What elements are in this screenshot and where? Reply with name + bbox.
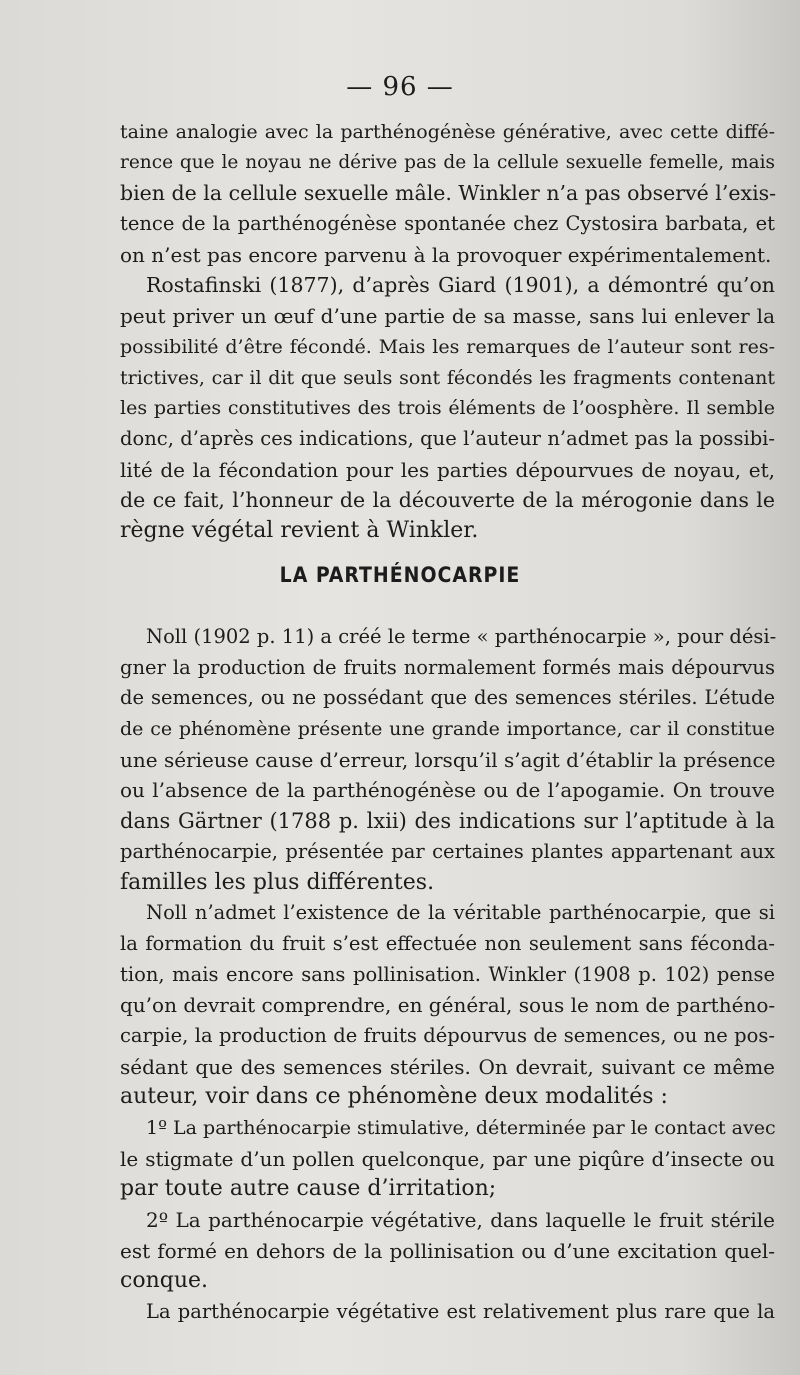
text-line: qu’on devrait comprendre, en général, sous le nom de parthéno- — [120, 993, 776, 1018]
text-line: par toute autre cause d’irritation; — [120, 1176, 497, 1202]
text-line: la formation du fruit s’est effectuée non seulement sans féconda- — [120, 931, 775, 955]
text-line: tion, mais encore sans pollinisation. Winkler (1908 p. 102) pense — [120, 962, 775, 986]
text-line: ou l’absence de la parthénogénèse ou de l’apogamie. On trouve — [120, 778, 775, 803]
text-line: une sérieuse cause d’erreur, lorsqu’il s’agit d’établir la présence — [120, 747, 776, 772]
text-line: bien de la cellule sexuelle mâle. Winkler n’a pas observé l’exis- — [120, 181, 777, 206]
text-line: est formé en dehors de la pollinisation ou d’une excitation quel- — [120, 1238, 775, 1263]
text-line: on n’est pas encore parvenu à la provoquer expérimentalement. — [120, 242, 772, 267]
text-line: le stigmate d’un pollen quelconque, par une piqûre d’insecte ou — [120, 1146, 775, 1171]
text-line: rence que le noyau ne dérive pas de la cellule sexuelle femelle, mais — [120, 151, 775, 173]
text-line: tence de la parthénogénèse spontanée chez Cystosira barbata, et — [120, 212, 775, 236]
text-line: les parties constitutives des trois éléments de l’oosphère. Il semble — [120, 397, 775, 420]
text-line: dans Gärtner (1788 p. lxii) des indications sur l’aptitude à la — [120, 809, 775, 834]
text-line: de semences, ou ne possédant que des semences stériles. L’étude — [120, 686, 775, 710]
text-line: de ce phénomène présente une grande importance, car il constitue — [120, 718, 775, 741]
text-line: conque. — [120, 1268, 208, 1294]
text-line: parthénocarpie, présentée par certaines plantes appartenant aux — [120, 839, 775, 863]
text-line: donc, d’après ces indications, que l’auteur n’admet pas la possibi- — [120, 426, 775, 450]
text-line: peut priver un œuf d’une partie de sa masse, sans lui enlever la — [120, 304, 775, 329]
text-line: Rostafinski (1877), d’après Giard (1901), a démontré qu’on — [146, 273, 775, 298]
text-line: règne végétal revient à Winkler. — [120, 517, 479, 543]
text-line: La parthénocarpie végétative est relativement plus rare que la — [146, 1300, 775, 1324]
paragraph-block-bottom — [120, 622, 775, 1328]
page-number: — 96 — — [346, 72, 454, 102]
text-line: 2º La parthénocarpie végétative, dans laquelle le fruit stérile — [146, 1208, 775, 1233]
text-line: sédant que des semences stériles. On devrait, suivant ce même — [120, 1054, 775, 1079]
text-line: de ce fait, l’honneur de la découverte de la mérogonie dans le — [120, 488, 775, 513]
text-line: familles les plus différentes. — [120, 869, 435, 895]
section-title: LA PARTHÉNOCARPIE — [279, 563, 521, 587]
text-line: gner la production de fruits normalement formés mais dépourvus — [120, 655, 775, 679]
text-line: carpie, la production de fruits dépourvus de semences, ou ne pos- — [120, 1023, 775, 1047]
text-line: Noll n’admet l’existence de la véritable parthénocarpie, que si — [146, 901, 775, 925]
paragraph-block-top — [120, 117, 775, 547]
text-line: auteur, voir dans ce phénomène deux modalités : — [120, 1084, 668, 1110]
text-line: taine analogie avec la parthénogénèse générative, avec cette diffé- — [120, 121, 775, 143]
text-line: trictives, car il dit que seuls sont fécondés les fragments contenant — [120, 366, 775, 389]
text-line: possibilité d’être fécondé. Mais les remarques de l’auteur sont res- — [120, 335, 775, 358]
text-line: Noll (1902 p. 11) a créé le terme « parthénocarpie », pour dési- — [146, 625, 777, 648]
text-line: 1º La parthénocarpie stimulative, déterminée par le contact avec — [146, 1117, 776, 1139]
text-line: lité de la fécondation pour les parties dépourvues de noyau, et, — [120, 457, 775, 482]
